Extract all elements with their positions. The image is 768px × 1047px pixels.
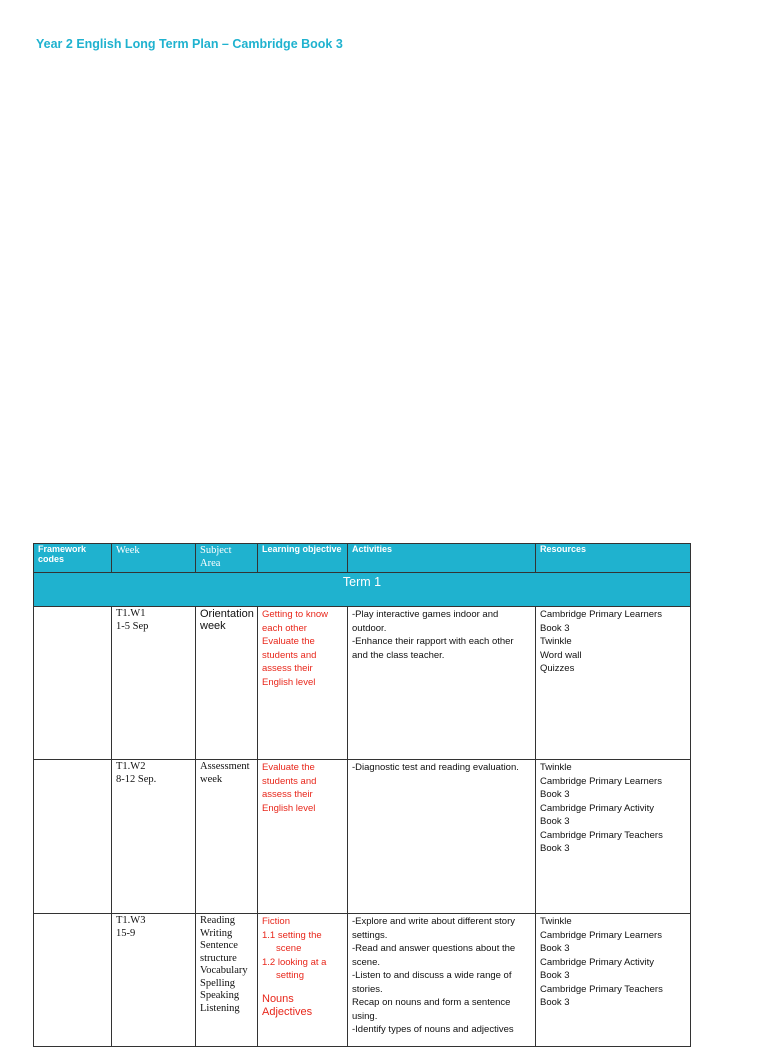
header-framework-codes: Framework codes xyxy=(34,544,112,573)
activities-cell: -Explore and write about different story settings. -Read and answer questions about the scene. -Listen to and discuss a wide range of stories. Recap on nouns and form a sentence using. -Identify types of nouns and adjectives xyxy=(348,914,536,1047)
header-activities: Activities xyxy=(348,544,536,573)
framework-cell xyxy=(34,607,112,760)
subject-cell: Assessment week xyxy=(196,760,258,914)
header-resources: Resources xyxy=(536,544,691,573)
week-cell: T1.W2 8-12 Sep. xyxy=(112,760,196,914)
table-row xyxy=(34,607,691,760)
table-row xyxy=(34,914,691,1047)
header-subject-area: Subject Area xyxy=(196,544,258,573)
term-row xyxy=(34,573,691,607)
header-week: Week xyxy=(112,544,196,573)
long-term-plan-table xyxy=(33,543,691,1047)
table-row xyxy=(34,760,691,914)
header-learning-objective: Learning objective xyxy=(258,544,348,573)
subject-cell: Orientation week xyxy=(196,607,258,760)
objective-cell: Fiction 1.1 setting the scene 1.2 looking at a setting Nouns Adjectives xyxy=(258,914,348,1047)
resources-cell: Twinkle Cambridge Primary Learners Book 3 Cambridge Primary Activity Book 3 Cambridge Primary Teachers Book 3 xyxy=(536,760,691,914)
document-title: Year 2 English Long Term Plan – Cambridge Book 3 xyxy=(36,37,343,51)
activities-cell: -Diagnostic test and reading evaluation. xyxy=(348,760,536,914)
framework-cell xyxy=(34,760,112,914)
table-header-row xyxy=(34,544,691,573)
week-cell: T1.W3 15-9 xyxy=(112,914,196,1047)
objective-cell: Evaluate the students and assess their English level xyxy=(258,760,348,914)
term-label: Term 1 xyxy=(34,573,691,607)
objective-cell: Getting to know each other Evaluate the students and assess their English level xyxy=(258,607,348,760)
activities-cell: -Play interactive games indoor and outdoor. -Enhance their rapport with each other and the class teacher. xyxy=(348,607,536,760)
resources-cell: Twinkle Cambridge Primary Learners Book 3 Cambridge Primary Activity Book 3 Cambridge Primary Teachers Book 3 xyxy=(536,914,691,1047)
subject-cell: Reading Writing Sentence structure Vocabulary Spelling Speaking Listening xyxy=(196,914,258,1047)
week-cell: T1.W1 1-5 Sep xyxy=(112,607,196,760)
framework-cell xyxy=(34,914,112,1047)
resources-cell: Cambridge Primary Learners Book 3 Twinkle Word wall Quizzes xyxy=(536,607,691,760)
